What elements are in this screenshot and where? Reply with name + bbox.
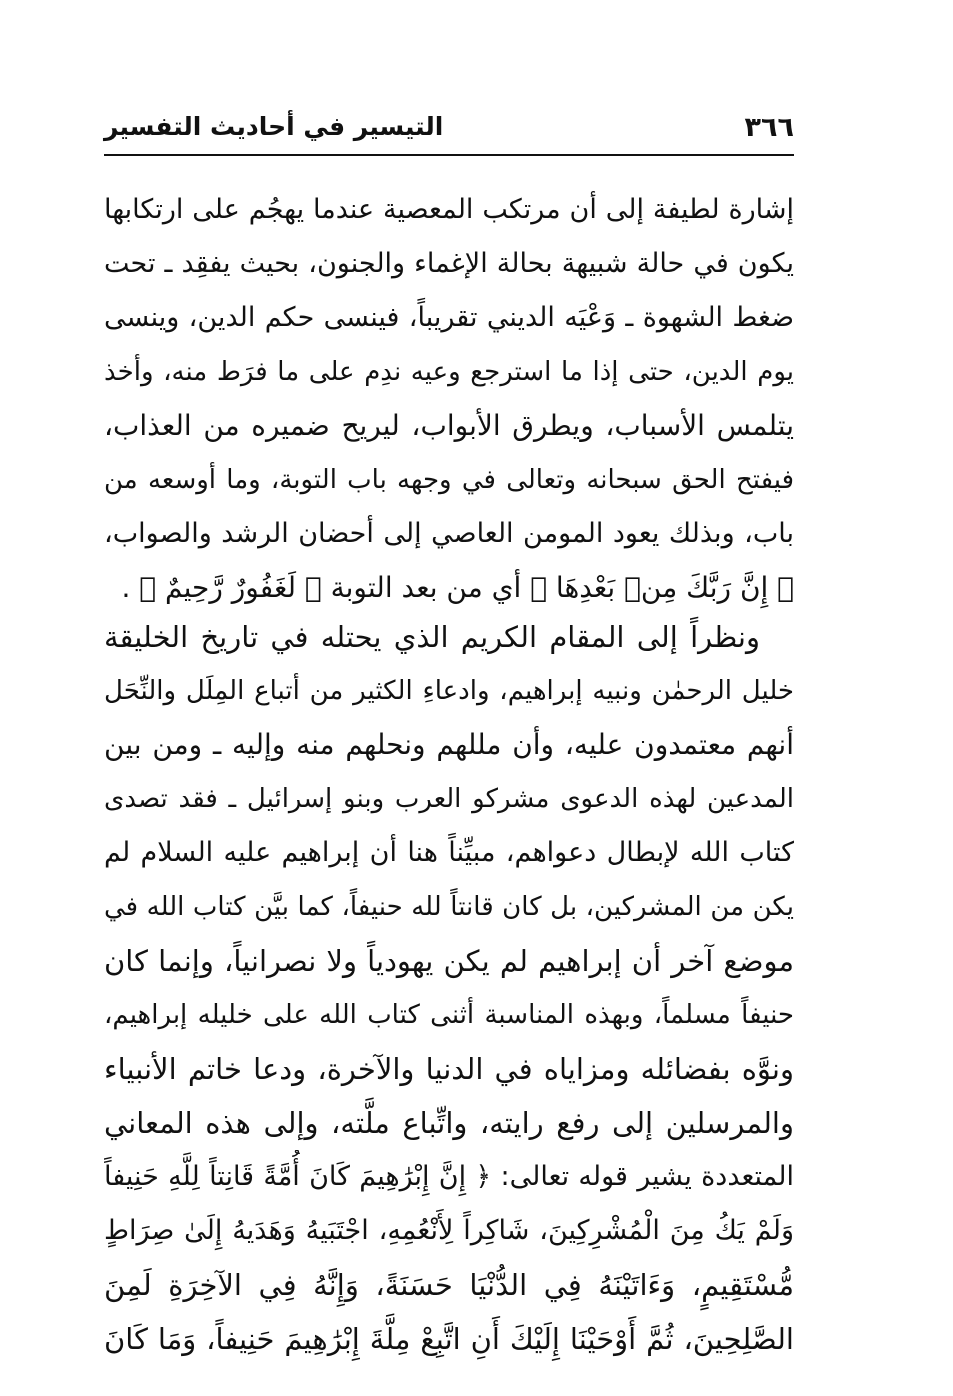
text-line-indented: ونظراً إلى المقام الكريم الذي يحتله في تاريخ الخليقة	[104, 620, 760, 654]
text-line: يكون في حالة شبيهة بحالة الإغماء والجنون، بحيث يفقِد ـ تحت	[104, 248, 794, 279]
text-line: حنيفاً مسلماً، وبهذه المناسبة أثنى كتاب الله على خليله إبراهيم،	[104, 1000, 794, 1030]
text-line: خليل الرحمٰن ونبيه إبراهيم، وادعاءِ الكثير من أتباع المِلَل والنِّحَل	[104, 676, 794, 706]
text-line: يكن من المشركين، بل كان قانتاً لله حنيفاً، كما بيَّن كتاب الله في	[104, 892, 794, 922]
text-line: أنهم معتمدون عليه، وأن مللهم ونحلهم منه وإليه ـ ومن بين	[104, 728, 794, 761]
page-number: ٣٦٦	[744, 112, 794, 143]
text-line: المدعين لهذه الدعوى مشركو العرب وبنو إسرائيل ـ فقد تصدى	[104, 784, 794, 814]
text-line: يتلمس الأسباب، ويطرق الأبواب، ليريح ضميره من العذاب،	[104, 409, 794, 442]
text-line: كتاب الله لإبطال دعواهم، مبيِّناً هنا أن إبراهيم عليه السلام لم	[104, 837, 794, 868]
running-title: التيسير في أحاديث التفسير	[104, 112, 444, 141]
text-line-quran-quote: ﴿ إِنَّ رَبَّكَ مِنۢ بَعْدِهَا ﴾ أي من بعد التوبة ﴿ لَغَفُورٌ رَّحِيمٌ ﴾ .	[121, 571, 794, 604]
text-line-quran-quote: وَلَمْ يَكُ مِنَ الْمُشْرِكِينَ، شَاكِراً لِأَنْعُمِهِ، اجْتَبَيهُ وَهَدَيهُ إِلَىٰ صِرَاطٍ	[104, 1215, 794, 1246]
text-line-quran-quote: مُّسْتَقِيمٍ، وَءَاتَيْنَهُ فِي الدُّنْيَا حَسَنَةً، وَإِنَّهُ فِي الآخِرَةِ لَمِنَ	[104, 1268, 794, 1302]
text-line: يوم الدين، حتى إذا ما استرجع وعيه ندِم على ما فرَط منه، وأخذ	[104, 357, 794, 387]
text-line: فيفتح الحق سبحانه وتعالى في وجهه باب التوبة، وما أوسعه من	[104, 465, 794, 495]
text-line: والمرسلين إلى رفع رايته، واتِّباع ملَّته، وإلى هذه المعاني	[104, 1106, 794, 1140]
text-line: باب، وبذلك يعود المومن العاصي إلى أحضان الرشد والصواب،	[104, 518, 794, 549]
text-line: موضع آخر أن إبراهيم لم يكن يهودياً ولا نصرانياً، وإنما كان	[104, 944, 794, 978]
page-header	[104, 108, 794, 156]
paragraph-2	[104, 610, 794, 1366]
text-line-quran-quote: المتعددة يشير قوله تعالى: ﴿ إِنَّ إِبْرَٰهِيمَ كَانَ أُمَّةً قَانِتاً لِلَّهِ حَنِيفاً	[104, 1161, 794, 1192]
text-line: ونوَّه بفضائله ومزاياه في الدنيا والآخرة، ودعا خاتم الأنبياء	[104, 1052, 794, 1086]
paragraph-1	[104, 183, 794, 615]
text-line: ضغط الشهوة ـ وَعْيَه الديني تقريباً، فينسى حكم الدين، وينسى	[104, 302, 794, 333]
text-line: إشارة لطيفة إلى أن مرتكب المعصية عندما يهجُم على ارتكابها	[104, 194, 794, 225]
text-line-quran-quote: الصَّلِحِينَ، ثُمَّ أَوْحَيْنَا إِلَيْكَ أَنِ اتَّبِعْ مِلَّةَ إِبْرَٰهِيمَ حَنِيفاً، وَمَا كَانَ	[104, 1322, 794, 1356]
